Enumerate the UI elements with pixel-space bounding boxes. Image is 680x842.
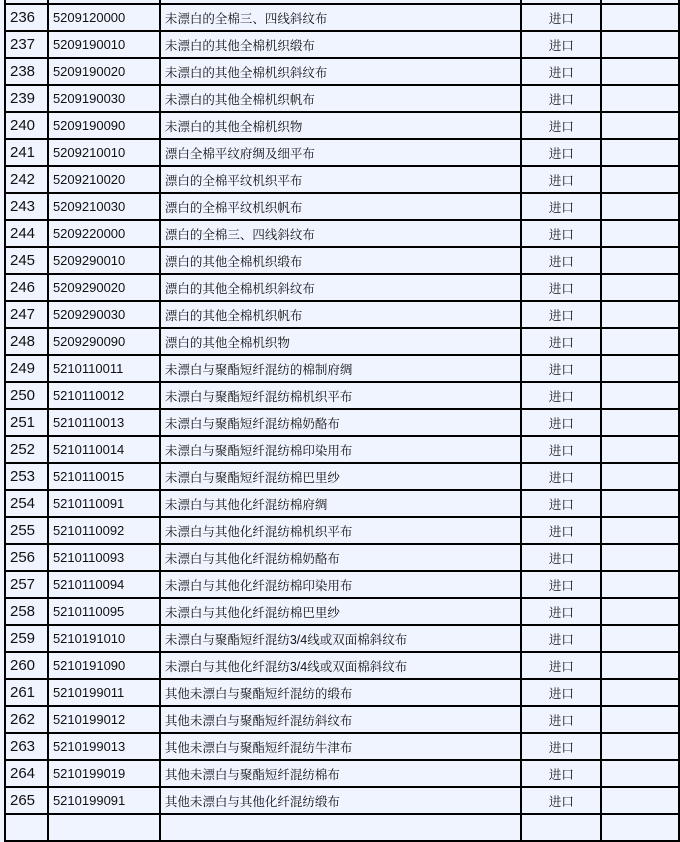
note-cell bbox=[601, 274, 679, 301]
product-name-cell bbox=[160, 814, 522, 841]
hs-code-cell: 5210199013 bbox=[48, 733, 160, 760]
table-row bbox=[5, 814, 679, 841]
row-number-cell: 243 bbox=[5, 193, 48, 220]
hs-code-cell: 5210199019 bbox=[48, 760, 160, 787]
hs-code-cell: 5209190010 bbox=[48, 31, 160, 58]
hs-code-cell: 5209190030 bbox=[48, 85, 160, 112]
table-row bbox=[5, 490, 679, 517]
note-cell bbox=[601, 544, 679, 571]
note-cell bbox=[601, 760, 679, 787]
product-name-cell: 漂白的其他全棉机织缎布 bbox=[160, 247, 522, 274]
note-cell bbox=[601, 463, 679, 490]
trade-direction-cell: 进口 bbox=[521, 409, 601, 436]
trade-direction-cell: 进口 bbox=[521, 382, 601, 409]
table-row bbox=[5, 760, 679, 787]
row-number-cell: 260 bbox=[5, 652, 48, 679]
table-row bbox=[5, 436, 679, 463]
trade-direction-cell: 进口 bbox=[521, 58, 601, 85]
table-row bbox=[5, 220, 679, 247]
trade-direction-cell: 进口 bbox=[521, 4, 601, 31]
note-cell bbox=[601, 139, 679, 166]
trade-direction-cell: 进口 bbox=[521, 355, 601, 382]
product-name-cell: 未漂白与其他化纤混纺3/4线或双面棉斜纹布 bbox=[160, 652, 522, 679]
product-name-cell: 漂白的其他全棉机织斜纹布 bbox=[160, 274, 522, 301]
hs-code-cell: 5210110011 bbox=[48, 355, 160, 382]
trade-direction-cell: 进口 bbox=[521, 625, 601, 652]
trade-direction-cell: 进口 bbox=[521, 328, 601, 355]
table-row bbox=[5, 679, 679, 706]
trade-direction-cell: 进口 bbox=[521, 706, 601, 733]
note-cell bbox=[601, 328, 679, 355]
table-row bbox=[5, 58, 679, 85]
product-name-cell: 未漂白与聚酯短纤混纺棉巴里纱 bbox=[160, 463, 522, 490]
note-cell bbox=[601, 58, 679, 85]
row-number-cell: 250 bbox=[5, 382, 48, 409]
row-number-cell: 264 bbox=[5, 760, 48, 787]
product-name-cell: 未漂白与其他化纤混纺棉巴里纱 bbox=[160, 598, 522, 625]
row-number-cell: 238 bbox=[5, 58, 48, 85]
row-number-cell: 251 bbox=[5, 409, 48, 436]
note-cell bbox=[601, 355, 679, 382]
row-number-cell: 261 bbox=[5, 679, 48, 706]
note-cell bbox=[601, 436, 679, 463]
table-row bbox=[5, 247, 679, 274]
trade-direction-cell: 进口 bbox=[521, 436, 601, 463]
trade-direction-cell: 进口 bbox=[521, 760, 601, 787]
table-row bbox=[5, 463, 679, 490]
hs-code-cell: 5210110092 bbox=[48, 517, 160, 544]
note-cell bbox=[601, 814, 679, 841]
note-cell bbox=[601, 247, 679, 274]
note-cell bbox=[601, 409, 679, 436]
hs-code-cell: 5210110095 bbox=[48, 598, 160, 625]
trade-direction-cell: 进口 bbox=[521, 301, 601, 328]
table-row bbox=[5, 139, 679, 166]
product-name-cell: 漂白的其他全棉机织帆布 bbox=[160, 301, 522, 328]
row-number-cell: 246 bbox=[5, 274, 48, 301]
product-name-cell: 漂白的全棉平纹机织帆布 bbox=[160, 193, 522, 220]
trade-direction-cell: 进口 bbox=[521, 112, 601, 139]
row-number-cell: 245 bbox=[5, 247, 48, 274]
row-number-cell: 256 bbox=[5, 544, 48, 571]
hs-code-cell: 5210110012 bbox=[48, 382, 160, 409]
table-row bbox=[5, 625, 679, 652]
trade-direction-cell: 进口 bbox=[521, 787, 601, 814]
hs-code-cell: 5210199091 bbox=[48, 787, 160, 814]
note-cell bbox=[601, 382, 679, 409]
product-name-cell: 未漂白与其他化纤混纺棉府绸 bbox=[160, 490, 522, 517]
row-number-cell: 259 bbox=[5, 625, 48, 652]
row-number-cell: 244 bbox=[5, 220, 48, 247]
table-row bbox=[5, 301, 679, 328]
note-cell bbox=[601, 679, 679, 706]
row-number-cell: 258 bbox=[5, 598, 48, 625]
hs-code-cell: 5209210020 bbox=[48, 166, 160, 193]
table-row bbox=[5, 544, 679, 571]
hs-code-cell: 5209120000 bbox=[48, 4, 160, 31]
table-row bbox=[5, 706, 679, 733]
product-name-cell: 其他未漂白与聚酯短纤混纺牛津布 bbox=[160, 733, 522, 760]
hs-code-cell: 5209290020 bbox=[48, 274, 160, 301]
table-container bbox=[4, 0, 680, 842]
product-name-cell: 未漂白与其他化纤混纺棉机织平布 bbox=[160, 517, 522, 544]
note-cell bbox=[601, 31, 679, 58]
row-number-cell: 237 bbox=[5, 31, 48, 58]
hs-code-cell: 5210199011 bbox=[48, 679, 160, 706]
note-cell bbox=[601, 706, 679, 733]
trade-direction-cell: 进口 bbox=[521, 571, 601, 598]
table-row bbox=[5, 328, 679, 355]
trade-direction-cell: 进口 bbox=[521, 274, 601, 301]
trade-direction-cell: 进口 bbox=[521, 544, 601, 571]
hs-code-cell: 5210110094 bbox=[48, 571, 160, 598]
product-name-cell: 未漂白与聚酯短纤混纺棉奶酪布 bbox=[160, 409, 522, 436]
product-name-cell: 漂白的全棉平纹机织平布 bbox=[160, 166, 522, 193]
row-number-cell: 249 bbox=[5, 355, 48, 382]
product-name-cell: 其他未漂白与聚酯短纤混纺斜纹布 bbox=[160, 706, 522, 733]
hs-code-cell: 5210191010 bbox=[48, 625, 160, 652]
row-number-cell bbox=[5, 814, 48, 841]
note-cell bbox=[601, 490, 679, 517]
hs-code-cell: 5209210010 bbox=[48, 139, 160, 166]
product-name-cell: 未漂白与聚酯短纤混纺的棉制府绸 bbox=[160, 355, 522, 382]
product-name-cell: 未漂白与聚酯短纤混纺3/4线或双面棉斜纹布 bbox=[160, 625, 522, 652]
hs-code-cell: 5210110091 bbox=[48, 490, 160, 517]
note-cell bbox=[601, 733, 679, 760]
table-row bbox=[5, 652, 679, 679]
table-row bbox=[5, 112, 679, 139]
row-number-cell: 253 bbox=[5, 463, 48, 490]
trade-direction-cell: 进口 bbox=[521, 517, 601, 544]
note-cell bbox=[601, 85, 679, 112]
note-cell bbox=[601, 625, 679, 652]
hs-code-cell: 5210199012 bbox=[48, 706, 160, 733]
trade-direction-cell: 进口 bbox=[521, 166, 601, 193]
trade-direction-cell bbox=[521, 814, 601, 841]
note-cell bbox=[601, 787, 679, 814]
table-row bbox=[5, 382, 679, 409]
product-name-cell: 未漂白与其他化纤混纺棉奶酪布 bbox=[160, 544, 522, 571]
product-name-cell: 漂白的全棉三、四线斜纹布 bbox=[160, 220, 522, 247]
row-number-cell: 265 bbox=[5, 787, 48, 814]
row-number-cell: 262 bbox=[5, 706, 48, 733]
note-cell bbox=[601, 4, 679, 31]
row-number-cell: 247 bbox=[5, 301, 48, 328]
row-number-cell: 241 bbox=[5, 139, 48, 166]
row-number-cell: 252 bbox=[5, 436, 48, 463]
hs-code-cell: 5209190090 bbox=[48, 112, 160, 139]
note-cell bbox=[601, 598, 679, 625]
table-row bbox=[5, 166, 679, 193]
trade-direction-cell: 进口 bbox=[521, 139, 601, 166]
hs-code-cell: 5209220000 bbox=[48, 220, 160, 247]
hs-code-cell bbox=[48, 814, 160, 841]
table-row bbox=[5, 787, 679, 814]
product-name-cell: 其他未漂白与聚酯短纤混纺棉布 bbox=[160, 760, 522, 787]
table-row bbox=[5, 571, 679, 598]
trade-direction-cell: 进口 bbox=[521, 220, 601, 247]
product-name-cell: 漂白全棉平纹府绸及细平布 bbox=[160, 139, 522, 166]
row-number-cell: 242 bbox=[5, 166, 48, 193]
product-name-cell: 未漂白的全棉三、四线斜纹布 bbox=[160, 4, 522, 31]
table-row bbox=[5, 31, 679, 58]
table-row bbox=[5, 193, 679, 220]
table-row bbox=[5, 4, 679, 31]
table-row bbox=[5, 598, 679, 625]
product-name-cell: 未漂白与聚酯短纤混纺棉机织平布 bbox=[160, 382, 522, 409]
row-number-cell: 240 bbox=[5, 112, 48, 139]
trade-direction-cell: 进口 bbox=[521, 679, 601, 706]
table-row bbox=[5, 733, 679, 760]
product-name-cell: 未漂白与其他化纤混纺棉印染用布 bbox=[160, 571, 522, 598]
note-cell bbox=[601, 652, 679, 679]
row-number-cell: 254 bbox=[5, 490, 48, 517]
hs-code-cell: 5210110014 bbox=[48, 436, 160, 463]
trade-direction-cell: 进口 bbox=[521, 733, 601, 760]
trade-direction-cell: 进口 bbox=[521, 31, 601, 58]
trade-direction-cell: 进口 bbox=[521, 85, 601, 112]
trade-direction-cell: 进口 bbox=[521, 463, 601, 490]
row-number-cell: 255 bbox=[5, 517, 48, 544]
tariff-code-table bbox=[4, 0, 680, 842]
row-number-cell: 236 bbox=[5, 4, 48, 31]
product-name-cell: 未漂白的其他全棉机织帆布 bbox=[160, 85, 522, 112]
product-name-cell: 未漂白的其他全棉机织物 bbox=[160, 112, 522, 139]
note-cell bbox=[601, 301, 679, 328]
product-name-cell: 未漂白的其他全棉机织斜纹布 bbox=[160, 58, 522, 85]
hs-code-cell: 5209190020 bbox=[48, 58, 160, 85]
hs-code-cell: 5210110013 bbox=[48, 409, 160, 436]
table-row bbox=[5, 274, 679, 301]
hs-code-cell: 5210110015 bbox=[48, 463, 160, 490]
note-cell bbox=[601, 571, 679, 598]
trade-direction-cell: 进口 bbox=[521, 598, 601, 625]
hs-code-cell: 5209290030 bbox=[48, 301, 160, 328]
row-number-cell: 248 bbox=[5, 328, 48, 355]
note-cell bbox=[601, 193, 679, 220]
product-name-cell: 漂白的其他全棉机织物 bbox=[160, 328, 522, 355]
row-number-cell: 263 bbox=[5, 733, 48, 760]
product-name-cell: 未漂白与聚酯短纤混纺棉印染用布 bbox=[160, 436, 522, 463]
hs-code-cell: 5209210030 bbox=[48, 193, 160, 220]
trade-direction-cell: 进口 bbox=[521, 193, 601, 220]
table-row bbox=[5, 409, 679, 436]
trade-direction-cell: 进口 bbox=[521, 247, 601, 274]
hs-code-cell: 5209290090 bbox=[48, 328, 160, 355]
trade-direction-cell: 进口 bbox=[521, 652, 601, 679]
table-row bbox=[5, 85, 679, 112]
row-number-cell: 257 bbox=[5, 571, 48, 598]
table-row bbox=[5, 517, 679, 544]
product-name-cell: 未漂白的其他全棉机织缎布 bbox=[160, 31, 522, 58]
hs-code-cell: 5210110093 bbox=[48, 544, 160, 571]
note-cell bbox=[601, 166, 679, 193]
product-name-cell: 其他未漂白与聚酯短纤混纺的缎布 bbox=[160, 679, 522, 706]
product-name-cell: 其他未漂白与其他化纤混纺缎布 bbox=[160, 787, 522, 814]
row-number-cell: 239 bbox=[5, 85, 48, 112]
hs-code-cell: 5210191090 bbox=[48, 652, 160, 679]
note-cell bbox=[601, 517, 679, 544]
table-body bbox=[5, 0, 679, 841]
hs-code-cell: 5209290010 bbox=[48, 247, 160, 274]
table-row bbox=[5, 355, 679, 382]
note-cell bbox=[601, 220, 679, 247]
note-cell bbox=[601, 112, 679, 139]
trade-direction-cell: 进口 bbox=[521, 490, 601, 517]
